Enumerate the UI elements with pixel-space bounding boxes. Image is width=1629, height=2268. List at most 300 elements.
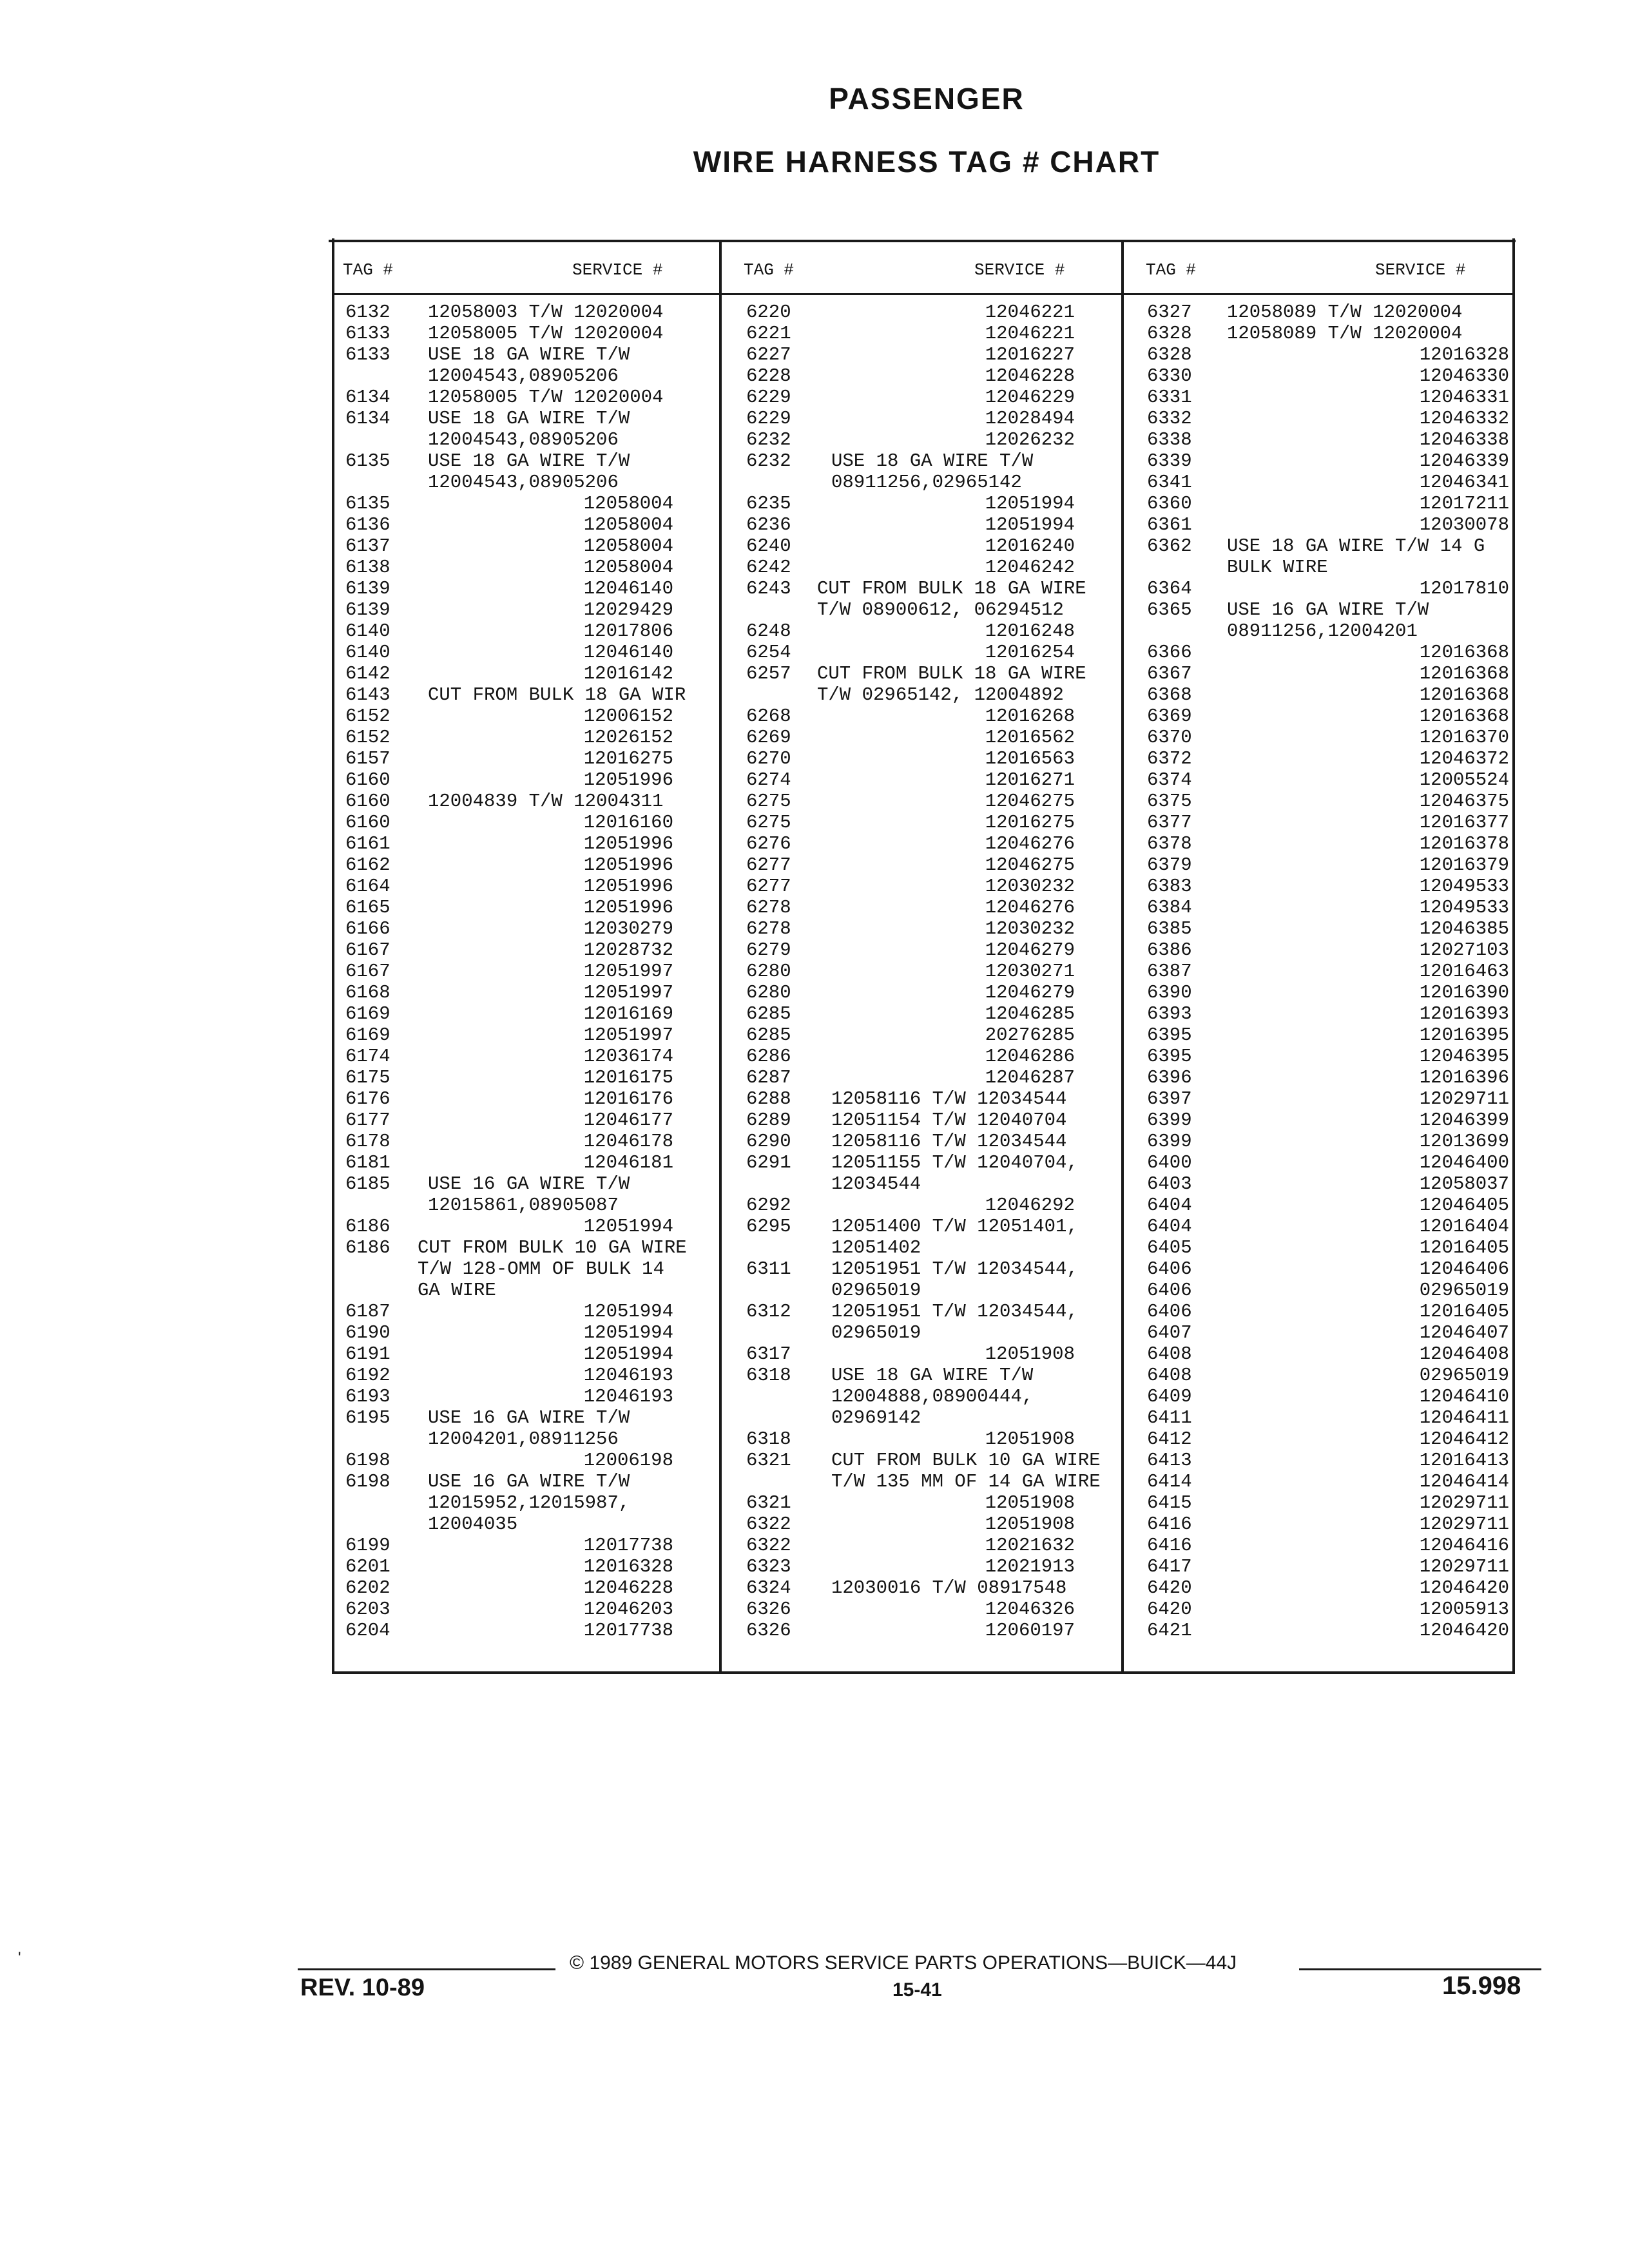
table-row	[1147, 1003, 1509, 1024]
service-number: 12026152	[583, 727, 673, 748]
tag-number: 6317	[746, 1343, 791, 1365]
table-row	[345, 1365, 680, 1386]
table-row	[345, 1386, 680, 1407]
service-number: CUT FROM BULK 10 GA WIRE	[831, 1450, 1101, 1471]
table-row	[746, 1599, 1075, 1620]
table-row	[1147, 1386, 1509, 1407]
tag-number: 6248	[746, 620, 791, 642]
service-number: USE 16 GA WIRE T/W	[428, 1173, 630, 1195]
service-number: 12046140	[583, 578, 673, 599]
tag-number: 6134	[345, 387, 390, 408]
service-number: 12058005 T/W 12020004	[428, 323, 664, 344]
table-row	[1147, 1577, 1509, 1599]
table-row	[746, 1173, 1075, 1195]
table-row	[1147, 1343, 1509, 1365]
service-number: 12046416	[1419, 1535, 1509, 1556]
table-top-border	[329, 240, 1516, 242]
table-row	[345, 450, 680, 472]
tag-number: 6133	[345, 323, 390, 344]
service-number: 12021632	[985, 1535, 1075, 1556]
tag-number: 6326	[746, 1620, 791, 1641]
table-row	[1147, 1280, 1509, 1301]
service-number: 12058005 T/W 12020004	[428, 387, 664, 408]
tag-number: 6276	[746, 833, 791, 854]
table-row	[345, 365, 680, 387]
service-number: 12021913	[985, 1556, 1075, 1577]
table-row	[1147, 982, 1509, 1003]
tag-number: 6240	[746, 535, 791, 557]
tag-number: 6374	[1147, 769, 1192, 791]
service-number: 12028494	[985, 408, 1075, 429]
service-number: 12016463	[1419, 961, 1509, 982]
table-row	[1147, 1067, 1509, 1088]
service-number: 12046275	[985, 791, 1075, 812]
tag-number: 6199	[345, 1535, 390, 1556]
col1-header-service: SERVICE #	[572, 260, 663, 280]
service-number: 12058004	[583, 493, 673, 514]
tag-number: 6228	[746, 365, 791, 387]
table-row	[1147, 1599, 1509, 1620]
service-number: GA WIRE	[418, 1280, 496, 1301]
service-number: 12006198	[583, 1450, 673, 1471]
service-number: 12029711	[1419, 1514, 1509, 1535]
page-title-chart: WIRE HARNESS TAG # CHART	[693, 145, 1161, 178]
service-number: 12051994	[985, 493, 1075, 514]
tag-number: 6332	[1147, 408, 1192, 429]
tag-number: 6220	[746, 302, 791, 323]
tag-number: 6384	[1147, 897, 1192, 918]
tag-number: 6186	[345, 1237, 390, 1258]
service-number: 12030078	[1419, 514, 1509, 535]
tag-number: 6160	[345, 769, 390, 791]
service-number: 12016328	[583, 1556, 673, 1577]
table-row	[345, 1535, 680, 1556]
service-number: 12016142	[583, 663, 673, 684]
tag-number: 6328	[1147, 323, 1192, 344]
service-number: 12051908	[985, 1514, 1075, 1535]
tag-number: 6161	[345, 833, 390, 854]
service-number: 12029429	[583, 599, 673, 620]
table-row	[746, 557, 1075, 578]
service-number: 12046400	[1419, 1152, 1509, 1173]
service-number: 12051997	[583, 961, 673, 982]
table-row	[1147, 1556, 1509, 1577]
tag-number: 6414	[1147, 1471, 1192, 1492]
table-row	[746, 727, 1075, 748]
tag-number: 6275	[746, 791, 791, 812]
tag-number: 6176	[345, 1088, 390, 1110]
tag-number: 6227	[746, 344, 791, 365]
service-number: 12051908	[985, 1492, 1075, 1514]
service-number: 12016240	[985, 535, 1075, 557]
service-number: 12005913	[1419, 1599, 1509, 1620]
table-row	[345, 1620, 680, 1641]
tag-number: 6291	[746, 1152, 791, 1173]
service-number: 12046228	[583, 1577, 673, 1599]
service-number: 12016175	[583, 1067, 673, 1088]
table-column-3	[1147, 302, 1509, 1641]
service-number: 20276285	[985, 1024, 1075, 1046]
tag-number: 6202	[345, 1577, 390, 1599]
tag-number: 6169	[345, 1003, 390, 1024]
service-number: 12046286	[985, 1046, 1075, 1067]
tag-number: 6254	[746, 642, 791, 663]
footer-document-number: 15.998	[1442, 1972, 1521, 2000]
service-number: 12004543,08905206	[428, 365, 619, 387]
service-number: 12051996	[583, 769, 673, 791]
tag-number: 6331	[1147, 387, 1192, 408]
service-number: 12046405	[1419, 1195, 1509, 1216]
table-row	[1147, 1620, 1509, 1641]
service-number: 12051994	[583, 1301, 673, 1322]
tag-number: 6326	[746, 1599, 791, 1620]
tag-number: 6242	[746, 557, 791, 578]
service-number: 12058037	[1419, 1173, 1509, 1195]
tag-number: 6369	[1147, 706, 1192, 727]
table-row	[746, 1110, 1075, 1131]
table-row	[345, 1428, 680, 1450]
service-number: USE 18 GA WIRE T/W	[428, 344, 630, 365]
service-number: 12016275	[985, 812, 1075, 833]
service-number: 12046408	[1419, 1343, 1509, 1365]
service-number: T/W 128-OMM OF BULK 14	[418, 1258, 664, 1280]
service-number: 12046292	[985, 1195, 1075, 1216]
tag-number: 6387	[1147, 961, 1192, 982]
col3-header-tag: TAG #	[1146, 260, 1197, 280]
tag-number: 6416	[1147, 1514, 1192, 1535]
table-row	[345, 578, 680, 599]
service-number: 12046399	[1419, 1110, 1509, 1131]
service-number: 12016395	[1419, 1024, 1509, 1046]
tag-number: 6143	[345, 684, 390, 706]
table-row	[746, 1088, 1075, 1110]
service-number: 12016563	[985, 748, 1075, 769]
service-number: 12046330	[1419, 365, 1509, 387]
table-row	[345, 1577, 680, 1599]
service-number: 12046221	[985, 302, 1075, 323]
table-column-1	[345, 302, 687, 1641]
margin-mark: '	[18, 1949, 21, 1966]
service-number: 12046181	[583, 1152, 673, 1173]
table-row	[746, 642, 1075, 663]
table-row	[345, 344, 680, 365]
service-number: 12016368	[1419, 706, 1509, 727]
tag-number: 6169	[345, 1024, 390, 1046]
tag-number: 6268	[746, 706, 791, 727]
tag-number: 6135	[345, 450, 390, 472]
service-number: 12046338	[1419, 429, 1509, 450]
table-row	[1147, 1258, 1509, 1280]
tag-number: 6140	[345, 620, 390, 642]
tag-number: 6412	[1147, 1428, 1192, 1450]
tag-number: 6385	[1147, 918, 1192, 939]
service-number: T/W 135 MM OF 14 GA WIRE	[831, 1471, 1101, 1492]
table-row	[746, 706, 1075, 727]
table-header-divider	[332, 293, 1515, 295]
service-number: 12049533	[1419, 897, 1509, 918]
tag-number: 6152	[345, 727, 390, 748]
service-number: 12016160	[583, 812, 673, 833]
table-row	[746, 1216, 1078, 1237]
tag-number: 6404	[1147, 1195, 1192, 1216]
table-row	[1147, 727, 1509, 748]
tag-number: 6243	[746, 578, 791, 599]
service-number: 12046372	[1419, 748, 1509, 769]
tag-number: 6235	[746, 493, 791, 514]
service-number: 12046229	[985, 387, 1075, 408]
service-number: 12030016 T/W 08917548	[831, 1577, 1067, 1599]
service-number: 12046276	[985, 833, 1075, 854]
service-number: 12016377	[1419, 812, 1509, 833]
table-row	[1147, 748, 1509, 769]
service-number: 12016390	[1419, 982, 1509, 1003]
table-row	[746, 748, 1075, 769]
service-number: 12046326	[985, 1599, 1075, 1620]
tag-number: 6279	[746, 939, 791, 961]
service-number: 12051997	[583, 1024, 673, 1046]
service-number: 12046177	[583, 1110, 673, 1131]
table-row	[345, 706, 680, 727]
tag-number: 6404	[1147, 1216, 1192, 1237]
tag-number: 6270	[746, 748, 791, 769]
table-row	[345, 812, 680, 833]
table-row	[746, 1535, 1075, 1556]
table-row	[1147, 918, 1509, 939]
tag-number: 6160	[345, 812, 390, 833]
tag-number: 6399	[1147, 1131, 1192, 1152]
table-row	[1147, 493, 1509, 514]
table-row	[746, 1322, 1075, 1343]
tag-number: 6411	[1147, 1407, 1192, 1428]
table-row	[345, 387, 680, 408]
service-number: 02965019	[1419, 1280, 1509, 1301]
tag-number: 6330	[1147, 365, 1192, 387]
table-row	[1147, 897, 1509, 918]
service-number: USE 18 GA WIRE T/W	[428, 450, 630, 472]
service-number: 12046178	[583, 1131, 673, 1152]
table-row	[345, 748, 680, 769]
table-row	[345, 684, 686, 706]
table-row	[1147, 578, 1509, 599]
tag-number: 6193	[345, 1386, 390, 1407]
table-row	[1147, 684, 1509, 706]
table-row	[1147, 344, 1509, 365]
tag-number: 6322	[746, 1514, 791, 1535]
tag-number: 6405	[1147, 1237, 1192, 1258]
tag-number: 6415	[1147, 1492, 1192, 1514]
table-row	[1147, 557, 1495, 578]
service-number: 12004543,08905206	[428, 429, 619, 450]
tag-number: 6368	[1147, 684, 1192, 706]
col3-header-service: SERVICE #	[1375, 260, 1466, 280]
tag-number: 6164	[345, 876, 390, 897]
tag-number: 6365	[1147, 599, 1192, 620]
tag-number: 6257	[746, 663, 791, 684]
service-number: 12058004	[583, 514, 673, 535]
service-number: 12046285	[985, 1003, 1075, 1024]
table-row	[345, 408, 680, 429]
table-row	[345, 1343, 680, 1365]
tag-number: 6132	[345, 302, 390, 323]
table-row	[746, 620, 1075, 642]
table-row	[345, 1003, 680, 1024]
table-row	[1147, 1237, 1509, 1258]
service-number: 12046276	[985, 897, 1075, 918]
table-row	[746, 323, 1075, 344]
service-number: 12030232	[985, 876, 1075, 897]
table-row	[746, 1365, 1075, 1386]
table-row	[746, 1280, 1075, 1301]
tag-number: 6136	[345, 514, 390, 535]
service-number: 12016169	[583, 1003, 673, 1024]
tag-number: 6269	[746, 727, 791, 748]
table-row	[345, 599, 680, 620]
tag-number: 6328	[1147, 344, 1192, 365]
tag-number: 6361	[1147, 514, 1192, 535]
tag-number: 6157	[345, 748, 390, 769]
service-number: 12058003 T/W 12020004	[428, 302, 664, 323]
service-number: 12046287	[985, 1067, 1075, 1088]
tag-number: 6395	[1147, 1046, 1192, 1067]
table-row	[746, 1046, 1075, 1067]
service-number: 12027103	[1419, 939, 1509, 961]
table-row	[345, 1301, 680, 1322]
table-row	[746, 1258, 1078, 1280]
table-row	[746, 1195, 1075, 1216]
service-number: 12016248	[985, 620, 1075, 642]
service-number: 12046331	[1419, 387, 1509, 408]
service-number: 12046279	[985, 982, 1075, 1003]
table-row	[1147, 1046, 1509, 1067]
service-number: USE 18 GA WIRE T/W 14 G	[1227, 535, 1485, 557]
tag-number: 6287	[746, 1067, 791, 1088]
footer-rule-right	[1299, 1968, 1541, 1970]
tag-number: 6280	[746, 982, 791, 1003]
tag-number: 6185	[345, 1173, 390, 1195]
table-row	[345, 302, 680, 323]
table-row	[746, 472, 1075, 493]
service-number: 12046275	[985, 854, 1075, 876]
service-number: 12017806	[583, 620, 673, 642]
service-number: 12016404	[1419, 1216, 1509, 1237]
tag-number: 6406	[1147, 1301, 1192, 1322]
tag-number: 6372	[1147, 748, 1192, 769]
table-row	[746, 365, 1075, 387]
table-row	[746, 854, 1075, 876]
table-row	[1147, 302, 1495, 323]
service-number: 12013699	[1419, 1131, 1509, 1152]
service-number: 12006152	[583, 706, 673, 727]
tag-number: 6229	[746, 408, 791, 429]
tag-number: 6187	[345, 1301, 390, 1322]
tag-number: 6323	[746, 1556, 791, 1577]
tag-number: 6165	[345, 897, 390, 918]
tag-number: 6416	[1147, 1535, 1192, 1556]
column-divider-1	[719, 240, 722, 1674]
table-row	[345, 1088, 680, 1110]
table-row	[746, 961, 1075, 982]
table-row	[345, 1450, 680, 1471]
service-number: T/W 08900612, 06294512	[817, 599, 1064, 620]
table-row	[746, 387, 1075, 408]
service-number: 08911256,12004201	[1227, 620, 1418, 642]
service-number: 12046395	[1419, 1046, 1509, 1067]
tag-number: 6277	[746, 876, 791, 897]
tag-number: 6417	[1147, 1556, 1192, 1577]
table-row	[1147, 387, 1509, 408]
service-number: 12016368	[1419, 642, 1509, 663]
tag-number: 6229	[746, 387, 791, 408]
tag-number: 6278	[746, 918, 791, 939]
service-number: 12046341	[1419, 472, 1509, 493]
table-row	[746, 1386, 1075, 1407]
table-row	[746, 1450, 1101, 1471]
service-number: 12017738	[583, 1535, 673, 1556]
tag-number: 6190	[345, 1322, 390, 1343]
tag-number: 6318	[746, 1365, 791, 1386]
tag-number: 6166	[345, 918, 390, 939]
service-number: 12029711	[1419, 1492, 1509, 1514]
service-number: USE 16 GA WIRE T/W	[1227, 599, 1429, 620]
table-row	[746, 450, 1075, 472]
tag-number: 6311	[746, 1258, 791, 1280]
service-number: 12016275	[583, 748, 673, 769]
tag-number: 6198	[345, 1450, 390, 1471]
table-row	[1147, 620, 1495, 642]
service-number: 12046411	[1419, 1407, 1509, 1428]
table-row	[1147, 961, 1509, 982]
table-row	[746, 663, 1086, 684]
table-row	[345, 1067, 680, 1088]
tag-number: 6379	[1147, 854, 1192, 876]
tag-number: 6408	[1147, 1343, 1192, 1365]
table-row	[1147, 1471, 1509, 1492]
table-row	[1147, 472, 1509, 493]
service-number: T/W 02965142, 12004892	[817, 684, 1064, 706]
tag-number: 6406	[1147, 1280, 1192, 1301]
service-number: 12046193	[583, 1365, 673, 1386]
tag-number: 6168	[345, 982, 390, 1003]
tag-number: 6386	[1147, 939, 1192, 961]
service-number: 12016378	[1419, 833, 1509, 854]
tag-number: 6177	[345, 1110, 390, 1131]
service-number: 02965019	[831, 1280, 921, 1301]
table-row	[345, 1407, 680, 1428]
service-number: 12004543,08905206	[428, 472, 619, 493]
table-row	[1147, 1216, 1509, 1237]
table-row	[746, 535, 1075, 557]
tag-number: 6378	[1147, 833, 1192, 854]
table-row	[1147, 408, 1509, 429]
table-row	[345, 429, 680, 450]
service-number: 12017738	[583, 1620, 673, 1641]
service-number: 12046385	[1419, 918, 1509, 939]
service-number: 12051994	[985, 514, 1075, 535]
service-number: CUT FROM BULK 10 GA WIRE	[418, 1237, 687, 1258]
table-row	[746, 1003, 1075, 1024]
tag-number: 6286	[746, 1046, 791, 1067]
tag-number: 6277	[746, 854, 791, 876]
table-row	[746, 1577, 1075, 1599]
service-number: 12058116 T/W 12034544	[831, 1131, 1067, 1152]
service-number: 02965019	[1419, 1365, 1509, 1386]
service-number: 12051996	[583, 833, 673, 854]
tag-number: 6274	[746, 769, 791, 791]
service-number: 12017211	[1419, 493, 1509, 514]
service-number: USE 18 GA WIRE T/W	[831, 1365, 1034, 1386]
service-number: 12036174	[583, 1046, 673, 1067]
tag-number: 6175	[345, 1067, 390, 1088]
